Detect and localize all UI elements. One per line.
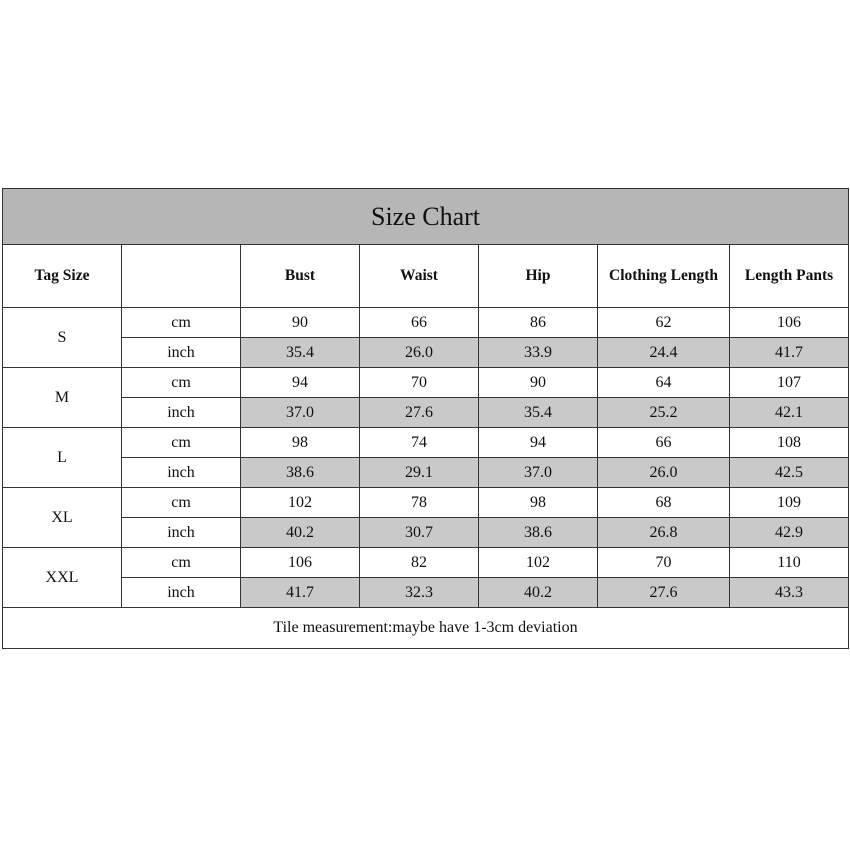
header-hip: Hip <box>479 245 598 308</box>
value-cell-inch: 35.4 <box>479 398 598 428</box>
value-cell-inch: 35.4 <box>241 338 360 368</box>
value-cell-inch: 37.0 <box>241 398 360 428</box>
size-row-inch <box>3 398 849 428</box>
value-cell-inch: 42.9 <box>730 518 849 548</box>
value-cell-cm: 70 <box>360 368 479 398</box>
value-cell-inch: 26.8 <box>598 518 730 548</box>
value-cell-inch: 40.2 <box>479 578 598 608</box>
value-cell-inch: 25.2 <box>598 398 730 428</box>
unit-label-inch: inch <box>122 398 241 428</box>
size-chart-table <box>2 188 849 649</box>
value-cell-inch: 26.0 <box>360 338 479 368</box>
value-cell-cm: 62 <box>598 308 730 338</box>
value-cell-inch: 30.7 <box>360 518 479 548</box>
size-tag: XL <box>3 488 122 548</box>
unit-label-inch: inch <box>122 458 241 488</box>
value-cell-cm: 74 <box>360 428 479 458</box>
header-waist: Waist <box>360 245 479 308</box>
value-cell-cm: 102 <box>479 548 598 578</box>
size-row-inch <box>3 518 849 548</box>
measurement-note: Tile measurement:maybe have 1-3cm deviation <box>3 608 849 649</box>
size-row-inch <box>3 338 849 368</box>
value-cell-inch: 37.0 <box>479 458 598 488</box>
size-tag: XXL <box>3 548 122 608</box>
value-cell-cm: 106 <box>730 308 849 338</box>
value-cell-inch: 26.0 <box>598 458 730 488</box>
value-cell-cm: 78 <box>360 488 479 518</box>
value-cell-inch: 29.1 <box>360 458 479 488</box>
size-row-inch <box>3 458 849 488</box>
value-cell-cm: 90 <box>479 368 598 398</box>
value-cell-cm: 106 <box>241 548 360 578</box>
value-cell-inch: 40.2 <box>241 518 360 548</box>
unit-label-cm: cm <box>122 428 241 458</box>
value-cell-cm: 66 <box>598 428 730 458</box>
value-cell-cm: 98 <box>241 428 360 458</box>
unit-label-inch: inch <box>122 338 241 368</box>
value-cell-cm: 107 <box>730 368 849 398</box>
value-cell-inch: 41.7 <box>241 578 360 608</box>
value-cell-inch: 24.4 <box>598 338 730 368</box>
value-cell-inch: 38.6 <box>479 518 598 548</box>
value-cell-inch: 27.6 <box>360 398 479 428</box>
header-bust: Bust <box>241 245 360 308</box>
size-row-cm <box>3 308 849 338</box>
unit-label-inch: inch <box>122 578 241 608</box>
size-row-cm <box>3 368 849 398</box>
size-row-cm <box>3 428 849 458</box>
unit-label-cm: cm <box>122 368 241 398</box>
value-cell-inch: 41.7 <box>730 338 849 368</box>
header-row <box>3 245 849 308</box>
value-cell-cm: 68 <box>598 488 730 518</box>
chart-title: Size Chart <box>3 189 849 245</box>
size-row-cm <box>3 488 849 518</box>
size-row-cm <box>3 548 849 578</box>
value-cell-cm: 90 <box>241 308 360 338</box>
unit-label-cm: cm <box>122 548 241 578</box>
value-cell-cm: 94 <box>241 368 360 398</box>
unit-label-cm: cm <box>122 308 241 338</box>
value-cell-cm: 70 <box>598 548 730 578</box>
header-length-pants: Length Pants <box>730 245 849 308</box>
header-clothing-length: Clothing Length <box>598 245 730 308</box>
value-cell-inch: 32.3 <box>360 578 479 608</box>
value-cell-inch: 33.9 <box>479 338 598 368</box>
value-cell-inch: 27.6 <box>598 578 730 608</box>
unit-label-inch: inch <box>122 518 241 548</box>
value-cell-cm: 108 <box>730 428 849 458</box>
value-cell-inch: 43.3 <box>730 578 849 608</box>
header-unit <box>122 245 241 308</box>
value-cell-cm: 98 <box>479 488 598 518</box>
value-cell-inch: 42.1 <box>730 398 849 428</box>
header-tag-size: Tag Size <box>3 245 122 308</box>
size-row-inch <box>3 578 849 608</box>
size-tag: S <box>3 308 122 368</box>
value-cell-inch: 38.6 <box>241 458 360 488</box>
value-cell-cm: 86 <box>479 308 598 338</box>
value-cell-inch: 42.5 <box>730 458 849 488</box>
value-cell-cm: 109 <box>730 488 849 518</box>
unit-label-cm: cm <box>122 488 241 518</box>
value-cell-cm: 66 <box>360 308 479 338</box>
size-tag: M <box>3 368 122 428</box>
value-cell-cm: 94 <box>479 428 598 458</box>
size-tag: L <box>3 428 122 488</box>
value-cell-cm: 82 <box>360 548 479 578</box>
value-cell-cm: 110 <box>730 548 849 578</box>
value-cell-cm: 64 <box>598 368 730 398</box>
value-cell-cm: 102 <box>241 488 360 518</box>
